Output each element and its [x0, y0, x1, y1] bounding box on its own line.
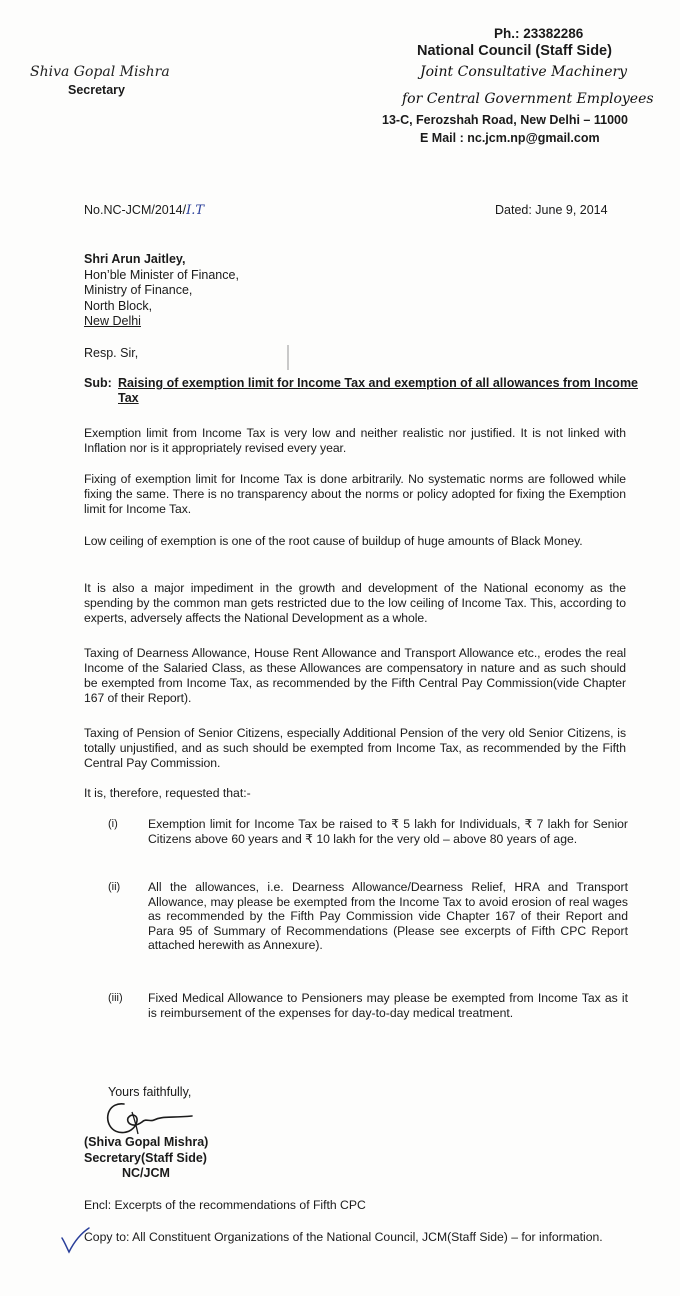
addressee-line: Hon’ble Minister of Finance,: [84, 267, 239, 282]
body-paragraph: It is also a major impediment in the growth and development of the National economy as the spending by the common man gets restricted due to the low ceiling of Income Tax. This, according to experts, adversely affects the National Development as a whole.: [84, 581, 626, 625]
request-item-number: (ii): [108, 881, 121, 893]
closing-yours: Yours faithfully,: [108, 1085, 192, 1099]
subject-line: [84, 376, 644, 406]
letterhead-address: 13-C, Ferozshah Road, New Delhi – 11000: [382, 113, 628, 127]
request-item-text: Exemption limit for Income Tax be raised to ₹ 5 lakh for Individuals, ₹ 7 lakh for Senior Citizens above 60 years and ₹ 10 lakh for the very old – above 80 years of age.: [148, 817, 628, 846]
scan-fold-mark: [287, 345, 289, 370]
reference-handwritten-suffix: I.T: [186, 203, 205, 218]
body-paragraph: Exemption limit from Income Tax is very low and neither realistic nor justified. It is not linked with Inflation nor is it appropriately revised every year.: [84, 426, 626, 455]
sender-name: Shiva Gopal Mishra: [30, 64, 170, 80]
request-item-number: (iii): [108, 992, 123, 1004]
body-paragraph: Taxing of Dearness Allowance, House Rent Allowance and Transport Allowance etc., erodes the real Income of the Salaried Class, as these Allowances are compensatory in nature and as such should be exempted from Income Tax, as recommended by the Fifth Central Pay Commission(vide Chapter 167 of their Report).: [84, 646, 626, 705]
request-item: [108, 880, 628, 953]
letterhead-cge: for Central Government Employees: [402, 91, 654, 107]
enclosure-line: Encl: Excerpts of the recommendations of Fifth CPC: [84, 1198, 366, 1212]
letterhead-jcm: Joint Consultative Machinery: [420, 64, 628, 80]
request-item: [108, 817, 628, 846]
body-paragraph: Fixing of exemption limit for Income Tax is done arbitrarily. No systematic norms are followed while fixing the same. There is no transparency about the norms or policy adopted for fixing the Exemption limit for Income Tax.: [84, 472, 626, 516]
request-intro: It is, therefore, requested that:-: [84, 786, 251, 800]
body-paragraph: Taxing of Pension of Senior Citizens, especially Additional Pension of the very old Senior Citizens, is totally unjustified, and as such should be exempted from Income Tax, as recommended by the Fifth Central Pay Commission.: [84, 726, 626, 770]
request-item: [108, 991, 628, 1020]
sender-title: Secretary: [68, 83, 125, 97]
signer-name: (Shiva Gopal Mishra): [84, 1135, 209, 1149]
subject-text: Raising of exemption limit for Income Tax and exemption of all allowances from Income Tax: [118, 376, 639, 405]
reference-number-text: No.NC-JCM/2014/: [84, 203, 187, 217]
letter-date: Dated: June 9, 2014: [495, 203, 608, 217]
subject-label: Sub:: [84, 376, 112, 390]
body-paragraph: Low ceiling of exemption is one of the root cause of buildup of huge amounts of Black Money.: [84, 534, 583, 548]
request-item-text: Fixed Medical Allowance to Pensioners may please be exempted from Income Tax as it is reimbursement of the expenses for day-to-day medical treatment.: [148, 991, 628, 1020]
reference-number: [84, 203, 204, 218]
addressee-line: Ministry of Finance,: [84, 283, 193, 297]
letterhead-phone: Ph.: 23382286: [494, 26, 584, 41]
signer-title: Secretary(Staff Side): [84, 1150, 207, 1165]
addressee-city: New Delhi: [84, 314, 141, 328]
request-item-number: (i): [108, 818, 118, 830]
addressee-name: Shri Arun Jaitley,: [84, 252, 186, 266]
request-item-text: All the allowances, i.e. Dearness Allowance/Dearness Relief, HRA and Transport Allowance, may please be exempted from the Income Tax to avoid erosion of real wages as recommended by the Fifth Pay Commission vide Chapter 167 of their Report and Para 95 of Summary of Recommendations (Please see excerpts of Fifth CPC Report attached herewith as Annexure).: [148, 880, 628, 952]
addressee-block: [84, 252, 239, 330]
copy-to-line: Copy to: All Constituent Organizations of the National Council, JCM(Staff Side) – for information.: [84, 1230, 603, 1244]
signer-block: [84, 1135, 208, 1182]
signer-org: NC/JCM: [122, 1166, 170, 1180]
addressee-line: North Block,: [84, 298, 153, 313]
letterhead-email: E Mail : nc.jcm.np@gmail.com: [420, 131, 600, 145]
salutation: Resp. Sir,: [84, 346, 139, 360]
letterhead-council: National Council (Staff Side): [417, 43, 612, 59]
